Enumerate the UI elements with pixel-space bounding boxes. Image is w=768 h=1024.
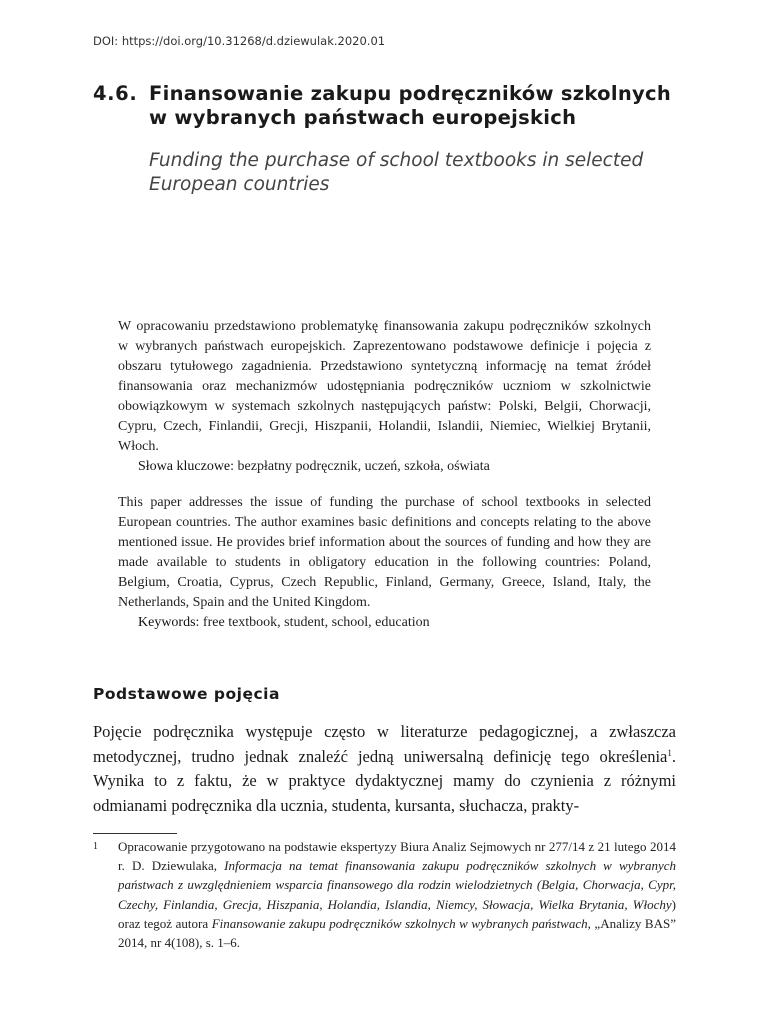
keywords-english-label: Keywords (138, 615, 196, 630)
body-text-part-1: Pojęcie podręcznika występuje często w literaturze pedagogicznej, a zwłaszcza metodycznej, trudno jednak znaleźć jedną uniwersalną definicję tego określenia (93, 722, 676, 766)
body-paragraph (93, 720, 676, 818)
abstract-english (118, 493, 651, 633)
body-text-part-2: . Wynika to z faktu, że w praktyce dydaktycznej mamy do czynienia z różnymi odmianami podręcznika dla ucznia, studenta, kursanta, słuchacza, prakty- (93, 746, 676, 815)
abstract-polish-text: W opracowaniu przedstawiono problematykę finansowania zakupu podręczników szkolnych w wybranych państwach europejskich. Zaprezentowano podstawowe definicje i pojęcia z obszaru tytułowego zagadnienia. Przedstawiono syntetyczną informację na temat źródeł finansowania oraz mechanizmów udostępniania podręczników uczniom w szkolnictwie obowiązkowym w systemach szkolnych następujących państw: Polski, Belgii, Chorwacji, Cypru, Czech, Finlandii, Grecji, Hiszpanii, Holandii, Islandii, Niemiec, Wielkiej Brytanii, Włoch. (118, 319, 651, 454)
section-title-line-2: w wybranych państwach europejskich (149, 106, 577, 129)
footnote-text-1: Opracowanie przygotowano na podstawie ekspertyzy Biura Analiz Sejmowych nr 277/14 z 21 lutego 2014 r. D. Dziewulaka, (118, 839, 676, 874)
footnote-text (118, 837, 676, 952)
subtitle-line-1: Funding the purchase of school textbooks in selected (149, 150, 644, 171)
keywords-english-values: : free textbook, student, school, education (195, 615, 430, 630)
footnote-number: 1 (93, 841, 98, 852)
keywords-polish (118, 457, 651, 477)
keywords-polish-label: Słowa kluczowe (138, 459, 231, 474)
subsection-heading: Podstawowe pojęcia (93, 685, 280, 703)
footnote-reference[interactable]: 1 (667, 747, 672, 758)
abstract-polish (118, 317, 651, 477)
subtitle-line-2: European countries (149, 174, 330, 195)
doi-line: DOI: https://doi.org/10.31268/d.dziewulak.2020.01 (93, 34, 386, 48)
abstract-english-text: This paper addresses the issue of funding the purchase of school textbooks in selected European countries. The author examines basic definitions and concepts relating to the above mentioned issue. He provides brief information about the sources of funding and how they are made available to students in obligatory education in the following countries: Poland, Belgium, Croatia, Cyprus, Czech Republic, Finland, Germany, Greece, Island, Italy, the Netherlands, Spain and the United Kingdom. (118, 495, 651, 610)
footnote-text-2: ) oraz tegoż autora (118, 896, 676, 931)
keywords-english (118, 613, 651, 633)
footnote-text-3: , „Analizy BAS” 2014, nr 4(108), s. 1–6. (118, 915, 676, 951)
keywords-polish-values: : bezpłatny podręcznik, uczeń, szkoła, oświata (230, 459, 490, 474)
footnote-divider (93, 833, 177, 834)
section-number: 4.6. (93, 82, 138, 105)
section-title-line-1: Finansowanie zakupu podręczników szkolnych (149, 82, 672, 105)
footnote (93, 837, 676, 952)
section-subtitle (149, 149, 689, 197)
section-title (149, 82, 709, 130)
footnote-italic-2: Finansowanie zakupu podręczników szkolnych w wybranych państwach (211, 915, 588, 931)
footnote-italic-1: Informacja na temat finansowania zakupu podręczników szkolnych w wybranych państwach z uwzględnieniem wsparcia finansowego dla rodzin wielodzietnych (Belgia, Chorwacja, Cypr, Czechy, Finlandia, Grecja, Hiszpania, Holandia, Islandia, Niemcy, Słowacja, Wielka Brytania, Włochy (118, 858, 676, 912)
